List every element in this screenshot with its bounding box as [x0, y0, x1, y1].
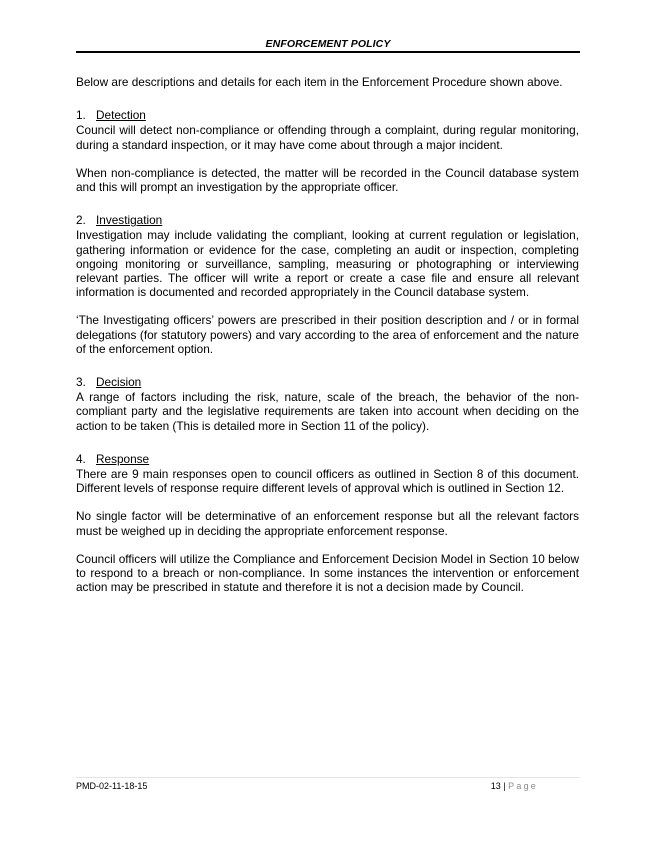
- section-paragraph: Council will detect non-compliance or offending through a complaint, during regular monitoring, during a standard inspection, or it may have come about through a major incident.: [76, 123, 579, 152]
- document-body: [76, 75, 579, 594]
- section-paragraph: No single factor will be determinative of an enforcement response but all the relevant factors must be weighed up in deciding the appropriate enforcement response.: [76, 509, 579, 538]
- section-number: 4.: [76, 451, 86, 466]
- section-paragraph: Council officers will utilize the Compliance and Enforcement Decision Model in Section 10 below to respond to a breach or non-compliance. In some instances the intervention or enforcement action may be prescribed in statute and therefore it is not a decision made by Council.: [76, 551, 579, 595]
- section-number: 3.: [76, 375, 86, 390]
- footer-rule: [76, 777, 580, 778]
- page-separator: |: [503, 781, 506, 791]
- section-title: Detection: [96, 108, 146, 123]
- page-label: Page: [508, 781, 538, 791]
- section-heading-decision: [76, 375, 579, 389]
- section-number: 1.: [76, 108, 86, 123]
- section-paragraph: A range of factors including the risk, nature, scale of the breach, the behavior of the non-compliant party and the legislative requirements are taken into account when deciding on the action to be taken (This is detailed more in Section 11 of the policy).: [76, 390, 579, 433]
- page-number: 13: [490, 781, 501, 791]
- section-paragraph: There are 9 main responses open to council officers as outlined in Section 8 of this document. Different levels of response require different levels of approval which is outlined in Section 12.: [76, 467, 579, 496]
- section-title: Response: [96, 451, 150, 466]
- header-rule: [76, 51, 580, 53]
- section-title: Decision: [96, 375, 142, 390]
- intro-paragraph: Below are descriptions and details for each item in the Enforcement Procedure shown above.: [76, 75, 563, 89]
- section-paragraph: Investigation may include validating the compliant, looking at current regulation or legislation, gathering information or evidence for the case, completing an audit or inspection, completing ongoing monitoring or surveillance, sampling, measuring or photographing or interviewing relevant parties. The officer will write a report or create a case file and ensure all relevant information is documented and recorded appropriately in the Council database system.: [76, 228, 579, 300]
- footer-page-indicator: [491, 781, 538, 791]
- section-paragraph: ‘The Investigating officers’ powers are prescribed in their position description and / or in formal delegations (for statutory powers) and vary according to the area of enforcement and the nature of the enforcement option.: [76, 313, 579, 356]
- header-title: ENFORCEMENT POLICY: [265, 38, 391, 50]
- section-number: 2.: [76, 213, 86, 228]
- section-heading-response: [76, 452, 579, 466]
- section-heading-detection: [76, 108, 579, 122]
- section-title: Investigation: [96, 213, 163, 228]
- section-paragraph: When non-compliance is detected, the matter will be recorded in the Council database system and this will prompt an investigation by the appropriate officer.: [76, 165, 579, 195]
- section-heading-investigation: [76, 213, 579, 227]
- footer-doc-code: PMD-02-11-18-15: [76, 781, 148, 791]
